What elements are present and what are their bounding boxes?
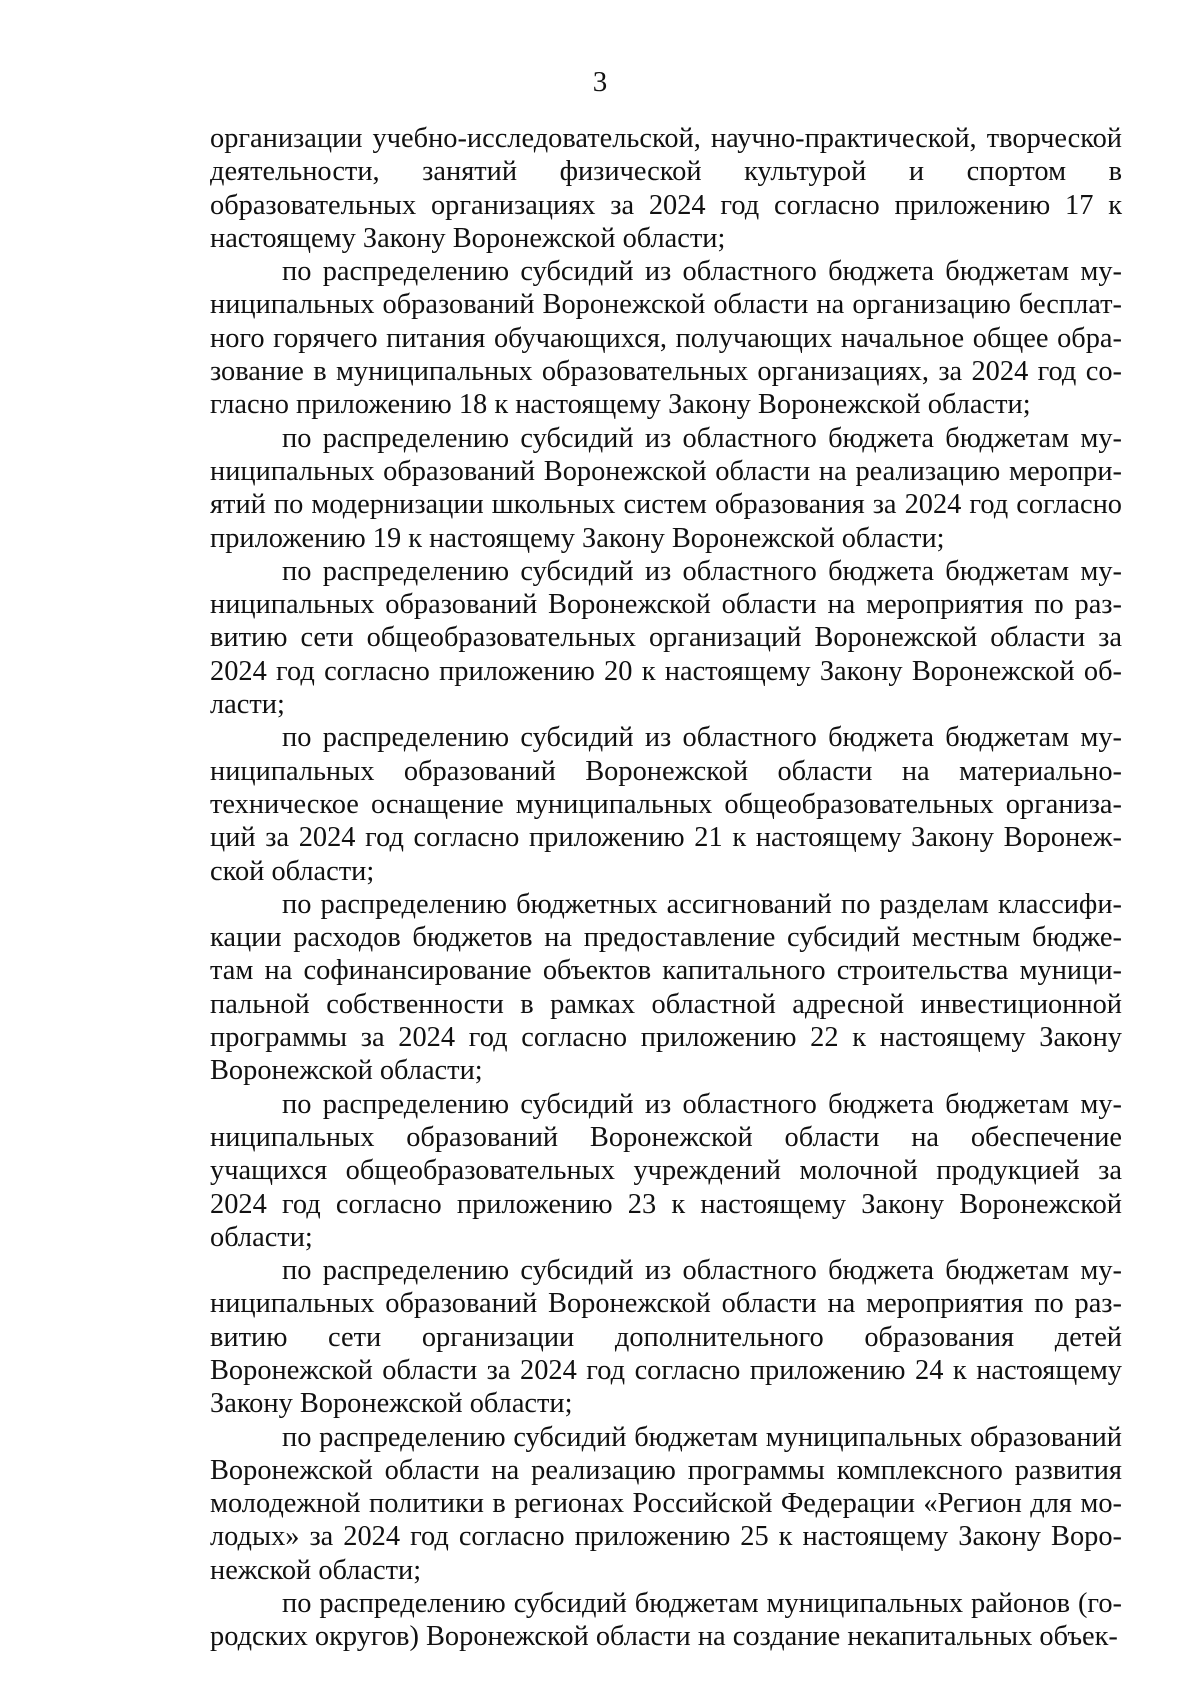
paragraph-noncapital-objects: по распределению субсидий бюджетам муниципальных районов (городских округов) Воронежской области на создание некапитальных объек- [210, 1588, 1122, 1653]
paragraph-appendix-21: по распределению субсидий из областного бюджета бюджетам муниципальных образований Воронежской области на материально-техническое оснащение муниципальных общеобразовательных организаций за 2024 год согласно приложению 21 к настоящему Закону Воронежской области; [210, 722, 1122, 887]
paragraph-appendix-18: по распределению субсидий из областного бюджета бюджетам муниципальных образований Воронежской области на организацию бесплатного горячего питания обучающихся, получающих начальное общее образование в муниципальных образовательных организациях, за 2024 год согласно приложению 18 к настоящему Закону Воронежской области; [210, 256, 1122, 421]
page-number: 3 [592, 66, 608, 98]
paragraph-appendix-25: по распределению субсидий бюджетам муниципальных образований Воронежской области на реализацию программы комплексного развития молодежной политики в регионах Российской Федерации «Регион для молодых» за 2024 год согласно приложению 25 к настоящему Закону Воронежской области; [210, 1421, 1122, 1586]
paragraph-appendix-19: по распределению субсидий из областного бюджета бюджетам муниципальных образований Воронежской области на реализацию мероприятий по модернизации школьных систем образования за 2024 год согласно приложению 19 к настоящему Закону Воронежской области; [210, 422, 1122, 554]
paragraph-appendix-24: по распределению субсидий из областного бюджета бюджетам муниципальных образований Воронежской области на мероприятия по развитию сети организации дополнительного образования детей Воронежской области за 2024 год согласно приложению 24 к настоящему Закону Воронежской области; [210, 1255, 1122, 1420]
document-body [210, 122, 1122, 1654]
paragraph-appendix-22: по распределению бюджетных ассигнований по разделам классификации расходов бюджетов на предоставление субсидий местным бюджетам на софинансирование объектов капитального строительства муниципальной собственности в рамках областной адресной инвестиционной программы за 2024 год согласно приложению 22 к настоящему Закону Воронежской области; [210, 888, 1122, 1087]
paragraph-appendix-20: по распределению субсидий из областного бюджета бюджетам муниципальных образований Воронежской области на мероприятия по развитию сети общеобразовательных организаций Воронежской области за 2024 год согласно приложению 20 к настоящему Закону Воронежской области; [210, 555, 1122, 721]
paragraph-appendix-23: по распределению субсидий из областного бюджета бюджетам муниципальных образований Воронежской области на обеспечение учащихся общеобразовательных учреждений молочной продукцией за 2024 год согласно приложению 23 к настоящему Закону Воронежской области; [210, 1088, 1122, 1253]
paragraph-continuation: организации учебно-исследовательской, научно-практической, творческой деятельности, занятий физической культурой и спортом в образовательных организациях за 2024 год согласно приложению 17 к настоящему Закону Воронежской области; [210, 123, 1122, 254]
